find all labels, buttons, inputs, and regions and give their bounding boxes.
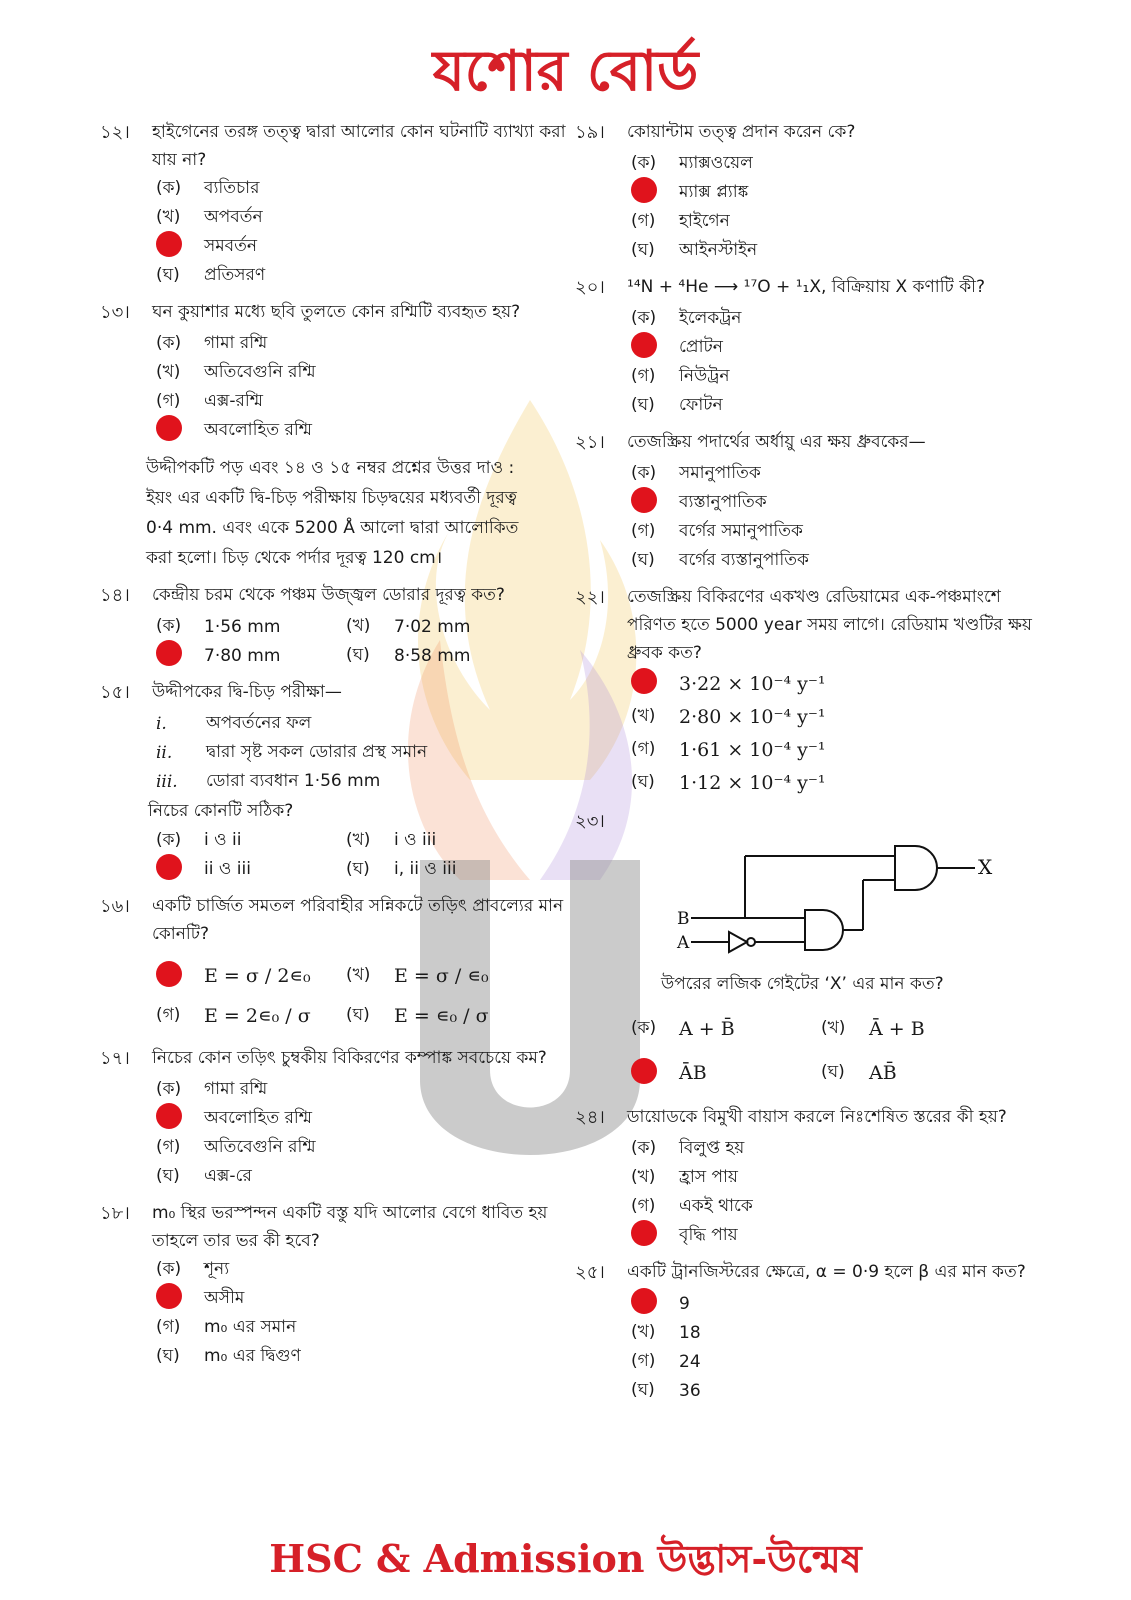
option-ka: (ক) সমানুপাতিক (631, 462, 761, 483)
answer-dot-icon (631, 668, 657, 694)
stimulus-passage: উদ্দীপকটি পড় এবং ১৪ ও ১৫ নম্বর প্রশ্নের উত্তর দাও : ইয়ং এর একটি দ্বি-চিড় পরীক্ষায় চিড়দ্বয়ের মধ্যবর্তী দূরত্ব 0·4 mm. এবং একে 5200 Å আলো দ্বারা আলোকিত করা হলো। চিড় থেকে পর্দার দূরত্ব 120 cm। (146, 458, 519, 568)
option-ga: (গ) 1·61 × 10⁻⁴ y⁻¹ (631, 738, 826, 761)
question-15 (100, 678, 570, 884)
answer-dot-icon (156, 854, 182, 880)
answer-dot-icon (631, 332, 657, 358)
answer-dot-icon (156, 415, 182, 441)
question-text: তেজস্ক্রিয় বিকিরণের একখণ্ড রেডিয়ামের এক-পঞ্চমাংশে পরিণত হতে 5000 year সময় লাগে। রেডিয়াম খণ্ডটির ক্ষয় ধ্রুবক কত? (627, 587, 1032, 663)
question-text: নিচের কোন তড়িৎ চুম্বকীয় বিকিরণের কম্পাঙ্ক সবচেয়ে কম? (152, 1048, 547, 1068)
option-gha: (ঘ) m₀ এর দ্বিগুণ (156, 1345, 301, 1366)
output-x-label: X (978, 855, 993, 879)
option-kha: (খ) 2·80 × 10⁻⁴ y⁻¹ (631, 705, 826, 728)
answer-dot-icon (156, 961, 182, 987)
question-number: ২৫। (575, 1262, 605, 1283)
question-12 (100, 118, 570, 290)
question-text: উদ্দীপকের দ্বি-চিড় পরীক্ষা— (152, 682, 342, 702)
option-kha: (খ) E = σ / ∊₀ (346, 965, 489, 987)
option-gha-answer: অবলোহিত রশ্মি (156, 416, 570, 445)
option-gha: (ঘ) 1·12 × 10⁻⁴ y⁻¹ (631, 771, 826, 794)
question-number: ১২। (100, 122, 130, 143)
option-ka: (ক) ব্যতিচার (156, 177, 260, 198)
question-text: কোয়ান্টাম তত্ত্ব প্রদান করেন কে? (627, 122, 856, 142)
question-number: ২২। (575, 587, 605, 608)
option-kha: (খ) অপবর্তন (156, 206, 263, 227)
answer-dot-icon (156, 231, 182, 257)
statement-ii: ii. দ্বারা সৃষ্ট সকল ডোরার প্রস্থ সমান (156, 741, 428, 763)
question-number: ২৩। (575, 811, 605, 832)
option-kha: (খ) অতিবেগুনি রশ্মি (156, 361, 316, 382)
question-18 (100, 1199, 570, 1371)
answer-dot-icon (631, 1288, 657, 1314)
option-ka: (ক) গামা রশ্মি (156, 1078, 268, 1099)
option-gha: (ঘ) এক্স-রে (156, 1165, 252, 1186)
question-24 (575, 1103, 1035, 1250)
option-gha: (ঘ) E = ∊₀ / σ (346, 1005, 489, 1027)
option-ka: (ক) বিলুপ্ত হয় (631, 1137, 745, 1158)
option-gha-answer: বৃদ্ধি পায় (631, 1221, 1035, 1250)
question-number: ১৪। (100, 585, 130, 606)
statement-iii: iii. ডোরা ব্যবধান 1·56 mm (156, 770, 381, 792)
option-ka: (ক) 1·56 mm (156, 615, 281, 637)
question-number: ২৪। (575, 1107, 605, 1128)
option-kha-answer: ব্যস্তানুপাতিক (631, 488, 1035, 517)
option-kha-answer: প্রোটন (631, 333, 1035, 362)
option-ka: (ক) ইলেকট্রন (631, 307, 742, 328)
option-ga-answer: সমবর্তন (156, 232, 570, 261)
question-text: হাইগেনের তরঙ্গ তত্ত্ব দ্বারা আলোর কোন ঘটনাটি ব্যাখ্যা করা যায় না? (152, 122, 566, 170)
option-kha: (খ) i ও iii (346, 829, 437, 850)
input-b-label: B (677, 909, 690, 929)
answer-dot-icon (631, 1058, 657, 1084)
option-ga: (গ) বর্গের সমানুপাতিক (631, 520, 803, 541)
input-a-label: A (677, 933, 690, 953)
question-text: ¹⁴N + ⁴He ⟶ ¹⁷O + ¹₁X, বিক্রিয়ায় X কণাটি কী? (627, 277, 986, 297)
question-number: ২০। (575, 277, 605, 298)
question-text: একটি ট্রানজিস্টরের ক্ষেত্রে, α = 0·9 হলে β এর মান কত? (627, 1262, 1026, 1282)
option-gha: (ঘ) 36 (631, 1379, 701, 1401)
question-number: ২১। (575, 432, 605, 453)
answer-dot-icon (156, 1103, 182, 1129)
question-text: ডায়োডকে বিমুখী বায়াস করলে নিঃশেষিত স্তরের কী হয়? (627, 1107, 1007, 1127)
question-text: একটি চার্জিত সমতল পরিবাহীর সন্নিকটে তড়িৎ প্রাবল্যের মান কোনটি? (152, 896, 564, 944)
option-ka-answer: 3·22 × 10⁻⁴ y⁻¹ (631, 667, 1035, 700)
option-ga: (গ) হাইগেন (631, 210, 730, 231)
question-20 (575, 273, 1035, 420)
answer-dot-icon (631, 177, 657, 203)
option-ga-answer: 7·80 mm (156, 641, 346, 670)
question-19 (575, 118, 1035, 265)
option-ka: (ক) ম্যাক্সওয়েল (631, 152, 753, 173)
question-prompt: নিচের কোনটি সঠিক? (148, 801, 294, 821)
option-ga-answer: ĀB (631, 1051, 821, 1095)
option-gha: (ঘ) আইনস্টাইন (631, 239, 758, 260)
question-number: ১৭। (100, 1048, 130, 1069)
option-gha: (ঘ) 8·58 mm (346, 644, 471, 666)
question-text: উপরের লজিক গেইটের ‘X’ এর মান কত? (661, 974, 944, 994)
option-kha: (খ) 18 (631, 1321, 701, 1343)
option-kha-answer: অসীম (156, 1284, 570, 1313)
option-ga: (গ) m₀ এর সমান (156, 1316, 297, 1337)
option-kha: (খ) Ā + B (821, 1018, 925, 1040)
question-16 (100, 892, 570, 1036)
question-text: তেজস্ক্রিয় পদার্থের অর্ধায়ু এর ক্ষয় ধ্রুবকের— (627, 432, 926, 452)
answer-dot-icon (156, 640, 182, 666)
question-number: ১৮। (100, 1203, 130, 1224)
option-ka: (ক) গামা রশ্মি (156, 332, 268, 353)
option-kha: (খ) হ্রাস পায় (631, 1166, 738, 1187)
option-kha-answer: অবলোহিত রশ্মি (156, 1104, 570, 1133)
option-gha: (ঘ) ফোটন (631, 394, 723, 415)
question-text: ঘন কুয়াশার মধ্যে ছবি তুলতে কোন রশ্মিটি ব্যবহৃত হয়? (152, 302, 521, 322)
answer-dot-icon (631, 1220, 657, 1246)
question-22 (575, 583, 1035, 799)
logic-gate-diagram (625, 838, 1005, 958)
option-gha: (ঘ) i, ii ও iii (346, 858, 457, 879)
option-ka: (ক) i ও ii (156, 829, 242, 850)
option-ka: (ক) শূন্য (156, 1258, 230, 1279)
right-column (575, 118, 1035, 1413)
left-column (100, 118, 570, 1379)
option-gha: (ঘ) প্রতিসরণ (156, 264, 266, 285)
option-ka-answer: 9 (631, 1289, 1035, 1318)
option-ga: (গ) নিউট্রন (631, 365, 730, 386)
option-ka: (ক) A + B̄ (631, 1018, 735, 1040)
question-23 (575, 807, 1035, 1095)
statement-i: i. অপবর্তনের ফল (156, 712, 312, 734)
question-14 (100, 581, 570, 670)
answer-dot-icon (156, 1283, 182, 1309)
option-ga: (গ) 24 (631, 1350, 701, 1372)
question-number: ১৩। (100, 302, 130, 323)
question-text: m₀ স্থির ভরস্পন্দন একটি বস্তু যদি আলোর বেগে ধাবিত হয় তাহলে তার ভর কী হবে? (152, 1203, 548, 1251)
option-gha: (ঘ) AB̄ (821, 1062, 897, 1084)
option-ga: (গ) একই থাকে (631, 1195, 753, 1216)
option-gha: (ঘ) বর্গের ব্যস্তানুপাতিক (631, 549, 809, 570)
question-21 (575, 428, 1035, 575)
question-number: ১৯। (575, 122, 605, 143)
option-kha: (খ) 7·02 mm (346, 615, 471, 637)
answer-dot-icon (631, 487, 657, 513)
option-ga-answer: ii ও iii (156, 855, 346, 884)
question-number: ১৬। (100, 896, 130, 917)
option-ka-answer: E = σ / 2∊₀ (156, 956, 346, 996)
question-25 (575, 1258, 1035, 1405)
option-ga: (গ) E = 2∊₀ / σ (156, 1005, 311, 1027)
question-13 (100, 298, 570, 445)
question-number: ১৫। (100, 682, 130, 703)
option-ga: (গ) অতিবেগুনি রশ্মি (156, 1136, 316, 1157)
option-ga: (গ) এক্স-রশ্মি (156, 390, 264, 411)
question-text: কেন্দ্রীয় চরম থেকে পঞ্চম উজ্জ্বল ডোরার দূরত্ব কত? (152, 585, 505, 605)
footer-brand: HSC & Admission উদ্ভাস-উন্মেষ (269, 1536, 862, 1581)
question-17 (100, 1044, 570, 1191)
option-kha-answer: ম্যাক্স প্ল্যাঙ্ক (631, 178, 1035, 207)
page-title: যশোর বোর্ড (432, 39, 699, 104)
